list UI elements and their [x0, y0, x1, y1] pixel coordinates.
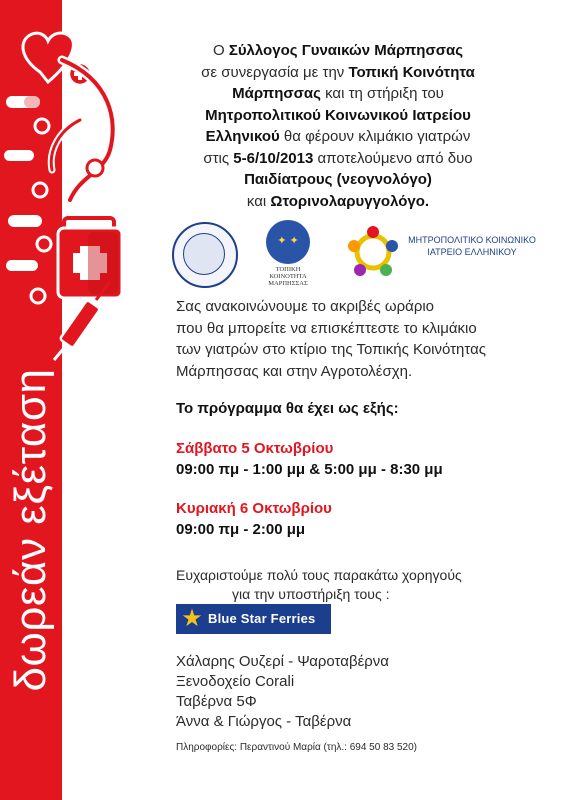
medical-illustration [0, 0, 130, 430]
announcement-line: που θα μπορείτε να επισκέπτεστε το κλιμάκιο [176, 319, 477, 337]
thanks-paragraph [176, 566, 536, 604]
hours-sunday: 09:00 πμ - 2:00 μμ [176, 521, 306, 538]
sponsor-logo-name: Blue Star Ferries [208, 611, 316, 626]
thanks-line: για την υποστήριξη τους : [232, 586, 390, 602]
community-emblem-icon: ✦ ✦ [266, 220, 310, 264]
sponsor-item: Ξενοδοχείο Corali [176, 673, 295, 690]
first-aid-kit-icon [58, 218, 122, 298]
announcement-line: των γιατρών στο κτίριο της Τοπικής Κοινότητας [176, 341, 487, 358]
blue-star-ferries-logo [176, 604, 331, 634]
clinic-caption-line: ΙΑΤΡΕΙΟ ΕΛΛΗΝΙΚΟΥ [427, 247, 517, 257]
social-clinic-logo [346, 222, 546, 288]
contact-info: Πληροφορίες: Περαντινού Μαρία (τηλ.: 694 50 83 520) [176, 742, 417, 753]
community-caption-line: ΤΟΠΙΚΗ [275, 266, 301, 273]
hours-saturday: 09:00 πμ - 1:00 μμ & 5:00 μμ - 8:30 μμ [176, 461, 443, 478]
vertical-title: δωρεάν εξέταση [6, 368, 55, 692]
partner-logos [168, 220, 538, 290]
announcement-paragraph [176, 296, 536, 382]
sponsor-list [176, 652, 536, 732]
chain-icon [31, 119, 51, 303]
day-saturday: Σάββατο 5 Οκτωβρίου [176, 440, 334, 457]
heart-icon [23, 33, 91, 85]
schedule-title: Το πρόγραμμα θα έχει ως εξής: [176, 400, 399, 417]
sponsor-item: Ταβέρνα 5Φ [176, 693, 257, 710]
star-icon: ★ [181, 605, 203, 632]
community-caption-line: ΜΑΡΠΗΣΣΑΣ [268, 280, 308, 287]
seal-portrait-icon [183, 233, 225, 275]
thanks-line: Ευχαριστούμε πολύ τους παρακάτω χορηγούς [176, 567, 462, 583]
sponsor-item: Χάλαρης Ουζερί - Ψαροταβέρνα [176, 653, 389, 670]
local-community-logo [258, 220, 318, 290]
announcement-line: Σας ανακοινώνουμε το ακριβές ωράριο [176, 298, 435, 315]
womens-association-seal [172, 222, 238, 288]
intro-paragraph: Ο Σύλλογος Γυναικών Μάρπησσας σε συνεργασία με την Τοπική Κοινότητα Μάρπησσας και τη στήριξη του Μητροπολιτικού Κοινωνικού Ιατρείου Ελληνικού θα φέρουν κλιμάκιο γιατρών στις 5-6/10/2013 αποτελούμενο από δυο Παιδίατρους (νεογνολόγο) και Ωτορινολαρυγγολόγο. [201, 42, 475, 210]
sidebar [0, 0, 122, 800]
sponsor-item: Άννα & Γιώργος - Ταβέρνα [176, 713, 352, 730]
people-circle-icon [346, 222, 400, 282]
clinic-caption-line: ΜΗΤΡΟΠΟΛΙΤΙΚΟ ΚΟΙΝΩΝΙΚΟ [408, 235, 536, 245]
day-sunday: Κυριακή 6 Οκτωβρίου [176, 500, 332, 517]
community-caption-line: ΚΟΙΝΟΤΗΤΑ [269, 273, 307, 280]
announcement-line: Μάρπησσας και στην Αγροτολέσχη. [176, 362, 413, 380]
